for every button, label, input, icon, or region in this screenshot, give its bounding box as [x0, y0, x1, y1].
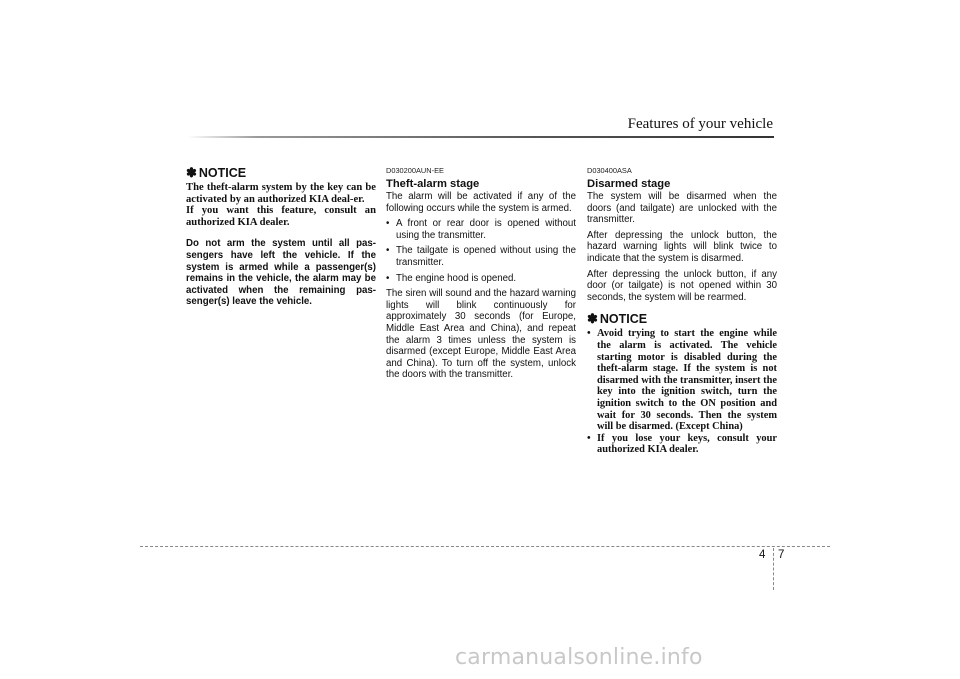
column-disarmed-stage: [587, 166, 777, 456]
section-code: D030400ASA: [587, 166, 632, 175]
trigger-list: [386, 218, 576, 284]
notice-label: NOTICE: [198, 166, 247, 180]
section-paragraph: After depressing the unlock button, if any door (or tailgate) is not opened within 30 seconds, the system will be rearmed.: [587, 268, 777, 303]
list-item: • If you lose your keys, consult your authorized KIA dealer.: [587, 432, 777, 456]
section-title: Disarmed stage: [587, 178, 671, 190]
section-code: D030200AUN-EE: [386, 166, 444, 175]
list-item: • The tailgate is opened without using the transmitter.: [386, 245, 576, 268]
footer-rule: [140, 546, 830, 547]
column-theft-alarm-stage: [386, 166, 576, 381]
column-notice: [186, 166, 376, 308]
notice-list: [587, 328, 777, 456]
notice-star-icon: ✽: [186, 165, 197, 180]
notice-heading: [186, 166, 376, 180]
section-intro: The alarm will be activated if any of the following occurs while the system is armed.: [386, 191, 576, 214]
section-paragraph: The siren will sound and the hazard warning lights will blink continuously for approximately 30 seconds (for Europe, Middle East Area and China), and repeat the alarm 3 times unless the system is disarmed (except Europe, Middle East Area and China). To turn off the system, unlock the doors with the transmitter.: [386, 288, 576, 381]
list-item: • A front or rear door is opened without using the transmitter.: [386, 218, 576, 241]
section-paragraph: After depressing the unlock button, the hazard warning lights will blink twice to indicate that the system is disarmed.: [587, 229, 777, 264]
notice-label: NOTICE: [599, 312, 648, 327]
page-number: 7: [778, 549, 785, 561]
section-number: 4: [759, 549, 766, 561]
notice-warning-text: Do not arm the system until all pas-sengers have left the vehicle. If the system is armed while a passenger(s) remains in the vehicle, the alarm may be activated when the remaining pas-senger(s) leave the vehicle.: [186, 238, 376, 308]
notice-text-2: If you want this feature, consult an authorized KIA dealer.: [186, 205, 376, 228]
page-header-title: Features of your vehicle: [627, 116, 773, 132]
header-rule: [187, 136, 774, 138]
notice-text: The theft-alarm system by the key can be activated by an authorized KIA deal-er.: [186, 182, 376, 205]
watermark: carmanualsonline.info: [455, 645, 703, 670]
section-title: Theft-alarm stage: [386, 178, 480, 190]
section-paragraph: The system will be disarmed when the doors (and tailgate) are unlocked with the transmitter.: [587, 191, 777, 226]
notice-star-icon: ✽: [587, 311, 598, 327]
page-number-divider: [773, 548, 774, 590]
notice-heading: [587, 312, 777, 326]
list-item: • Avoid trying to start the engine while the alarm is activated. The vehicle starting motor is disabled during the theft-alarm stage. If the system is not disarmed with the transmitter, insert the key into the ignition switch, turn the ignition switch to the ON position and wait for 30 seconds. Then the system will be disarmed. (Except China): [587, 328, 777, 433]
list-item: • The engine hood is opened.: [386, 272, 517, 284]
